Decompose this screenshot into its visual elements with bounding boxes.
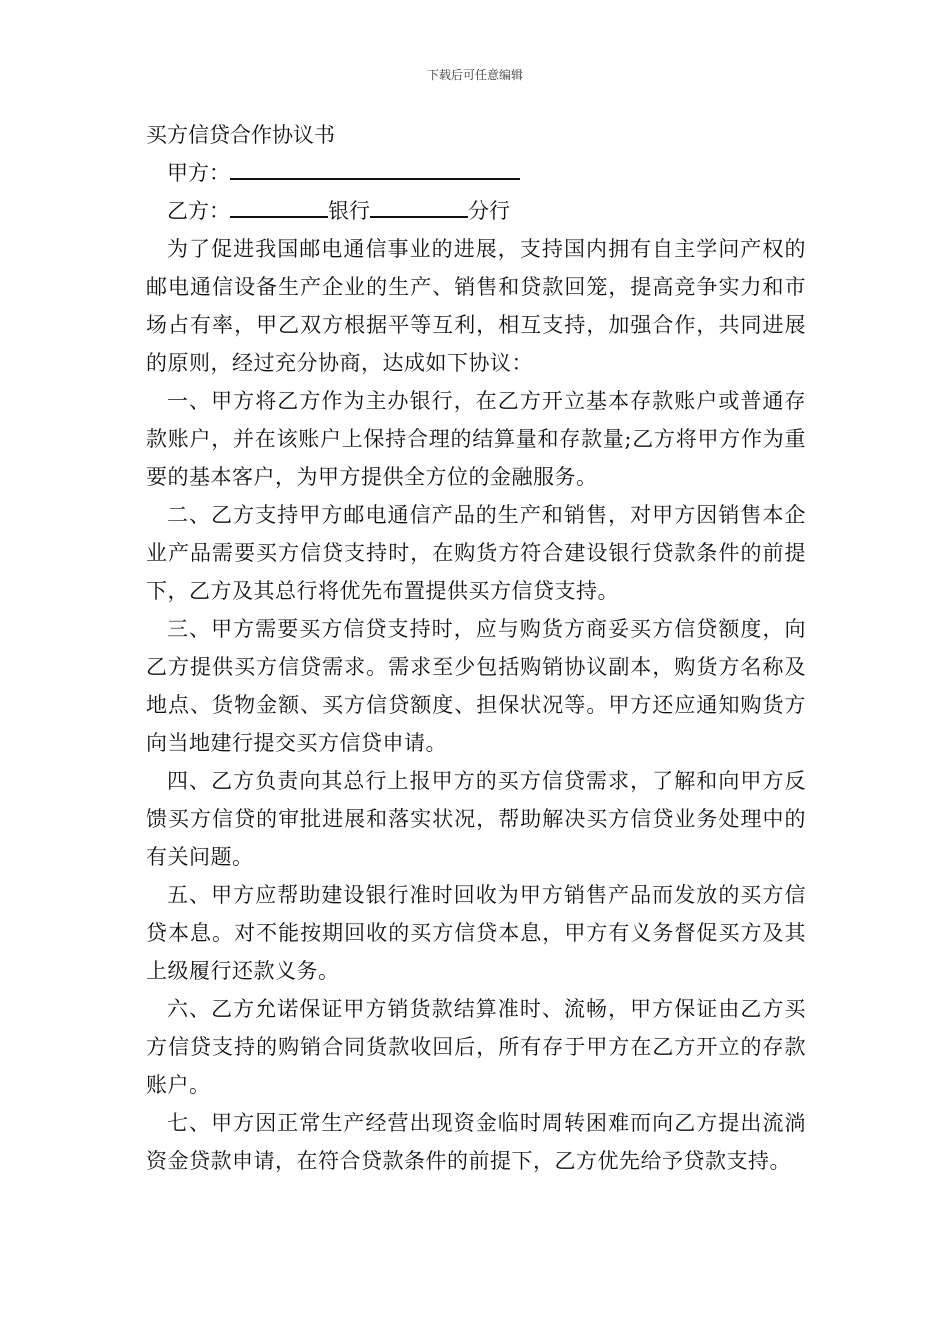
paragraph-preamble: 为了促进我国邮电通信事业的进展，支持国内拥有自主学问产权的邮电通信设备生产企业的生产、销售和贷款回笼，提高竞争实力和市场占有率，甲乙双方根据平等互利，相互支持，加强合作，共同进展的原则，经过充分协商，达成如下协议：: [146, 237, 806, 375]
paragraph-clause-3: 三、甲方需要买方信贷支持时，应与购货方商妥买方信贷额度，向乙方提供买方信贷需求。需求至少包括购销协议副本，购货方名称及地点、货物金额、买方信贷额度、担保状况等。甲方还应通知购货方向当地建行提交买方信贷申请。: [146, 617, 806, 755]
party-b-label: 乙方：: [167, 199, 230, 223]
document-title: 买方信贷合作协议书: [146, 123, 335, 147]
document-body: [146, 116, 806, 1180]
paragraph-clause-7: 七、甲方因正常生产经营出现资金临时周转困难而向乙方提出流淌资金贷款申请，在符合贷款条件的前提下，乙方优先给予贷款支持。: [146, 1111, 806, 1173]
paragraph-clause-5: 五、甲方应帮助建设银行准时回收为甲方销售产品而发放的买方信贷本息。对不能按期回收的买方信贷本息，甲方有义务督促买方及其上级履行还款义务。: [146, 883, 806, 983]
party-a-line: [146, 154, 806, 192]
branch-name-blank[interactable]: [370, 192, 468, 218]
bank-name-blank[interactable]: [230, 192, 328, 218]
branch-label: 分行: [468, 199, 510, 223]
bank-label: 银行: [328, 199, 370, 223]
paragraph-clause-4: 四、乙方负责向其总行上报甲方的买方信贷需求，了解和向甲方反馈买方信贷的审批进展和落实状况，帮助解决买方信贷业务处理中的有关问题。: [146, 769, 806, 869]
party-a-blank[interactable]: [230, 154, 520, 180]
paragraph-clause-6: 六、乙方允诺保证甲方销货款结算准时、流畅，甲方保证由乙方买方信贷支持的购销合同货款收回后，所有存于甲方在乙方开立的存款账户。: [146, 997, 806, 1097]
party-a-label: 甲方：: [167, 161, 230, 185]
paragraph-clause-2: 二、乙方支持甲方邮电通信产品的生产和销售，对甲方因销售本企业产品需要买方信贷支持时，在购货方符合建设银行贷款条件的前提下，乙方及其总行将优先布置提供买方信贷支持。: [146, 503, 806, 603]
party-b-line: [146, 192, 806, 230]
page-header-note: 下载后可任意编辑: [426, 68, 523, 82]
paragraph-clause-1: 一、甲方将乙方作为主办银行，在乙方开立基本存款账户或普通存款账户，并在该账户上保持合理的结算量和存款量;乙方将甲方作为重要的基本客户，为甲方提供全方位的金融服务。: [146, 389, 806, 489]
